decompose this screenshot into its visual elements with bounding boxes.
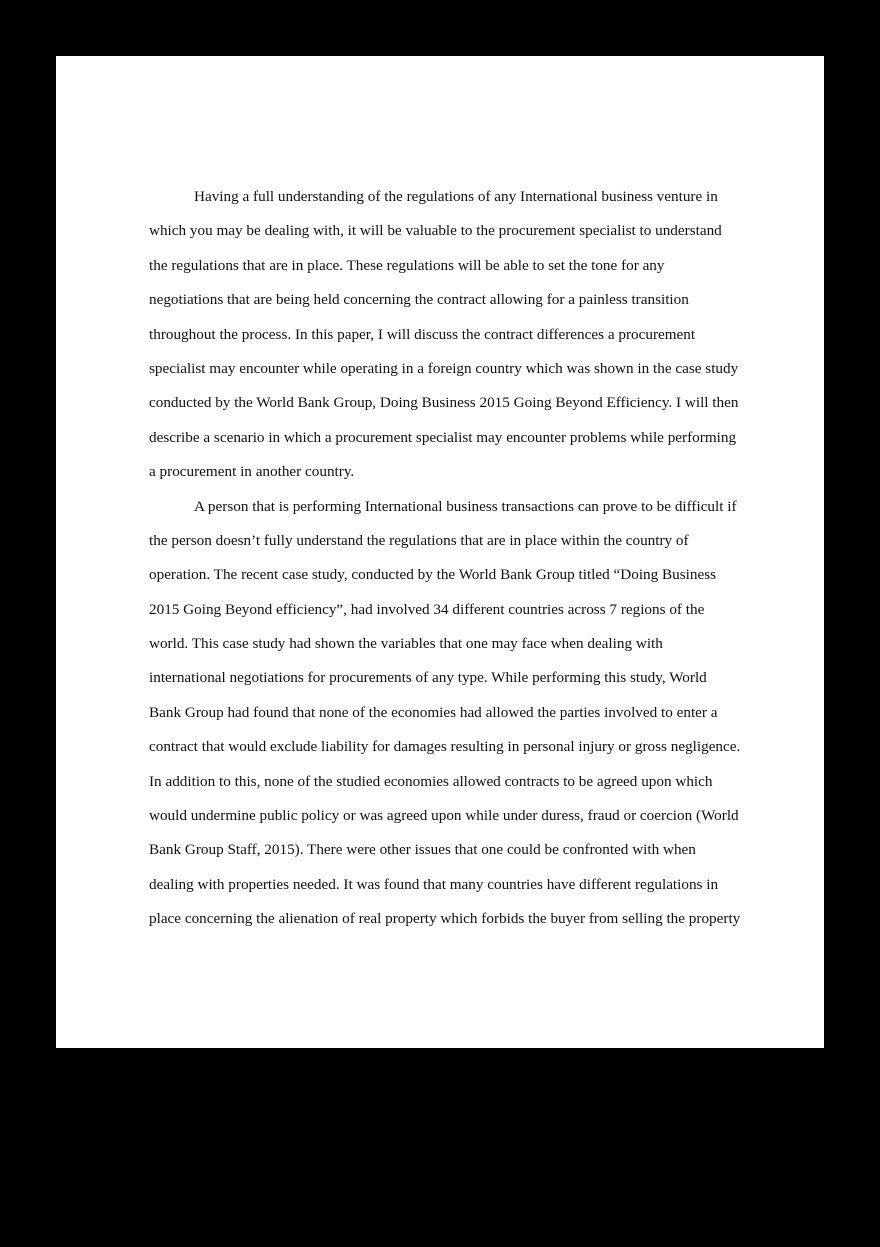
text-line: Bank Group had found that none of the economies had allowed the parties involved to enter a <box>149 703 718 721</box>
text-line: dealing with properties needed. It was found that many countries have different regulations in <box>149 875 719 893</box>
text-line: international negotiations for procurements of any type. While performing this study, World <box>149 669 707 687</box>
document-page <box>56 56 824 1048</box>
text-line: place concerning the alienation of real property which forbids the buyer from selling the property <box>149 910 741 928</box>
text-line: would undermine public policy or was agreed upon while under duress, fraud or coercion (World <box>149 807 739 825</box>
text-line: negotiations that are being held concerning the contract allowing for a painless transition <box>149 291 689 309</box>
text-line: contract that would exclude liability for damages resulting in personal injury or gross negligence. <box>149 738 741 756</box>
body-text <box>149 180 739 937</box>
text-line: A person that is performing International business transactions can prove to be difficult if <box>194 497 737 515</box>
text-line: world. This case study had shown the variables that one may face when dealing with <box>149 635 663 653</box>
text-line: a procurement in another country. <box>149 463 355 481</box>
text-line: describe a scenario in which a procurement specialist may encounter problems while performing <box>149 428 737 446</box>
text-line: specialist may encounter while operating in a foreign country which was shown in the case study <box>149 359 739 377</box>
text-line: the regulations that are in place. These regulations will be able to set the tone for any <box>149 256 665 274</box>
text-line: which you may be dealing with, it will be valuable to the procurement specialist to understand <box>149 222 722 240</box>
text-line: In addition to this, none of the studied economies allowed contracts to be agreed upon which <box>149 772 713 790</box>
text-line: throughout the process. In this paper, I will discuss the contract differences a procurement <box>149 325 696 343</box>
text-line: Bank Group Staff, 2015). There were other issues that one could be confronted with when <box>149 841 696 859</box>
text-line: Having a full understanding of the regulations of any International business venture in <box>194 188 718 205</box>
text-line: 2015 Going Beyond efficiency”, had involved 34 different countries across 7 regions of the <box>149 600 705 618</box>
text-line: conducted by the World Bank Group, Doing Business 2015 Going Beyond Efficiency. I will then <box>149 394 739 412</box>
text-line: the person doesn’t fully understand the regulations that are in place within the country of <box>149 531 689 549</box>
text-line: operation. The recent case study, conducted by the World Bank Group titled “Doing Business <box>149 566 717 584</box>
